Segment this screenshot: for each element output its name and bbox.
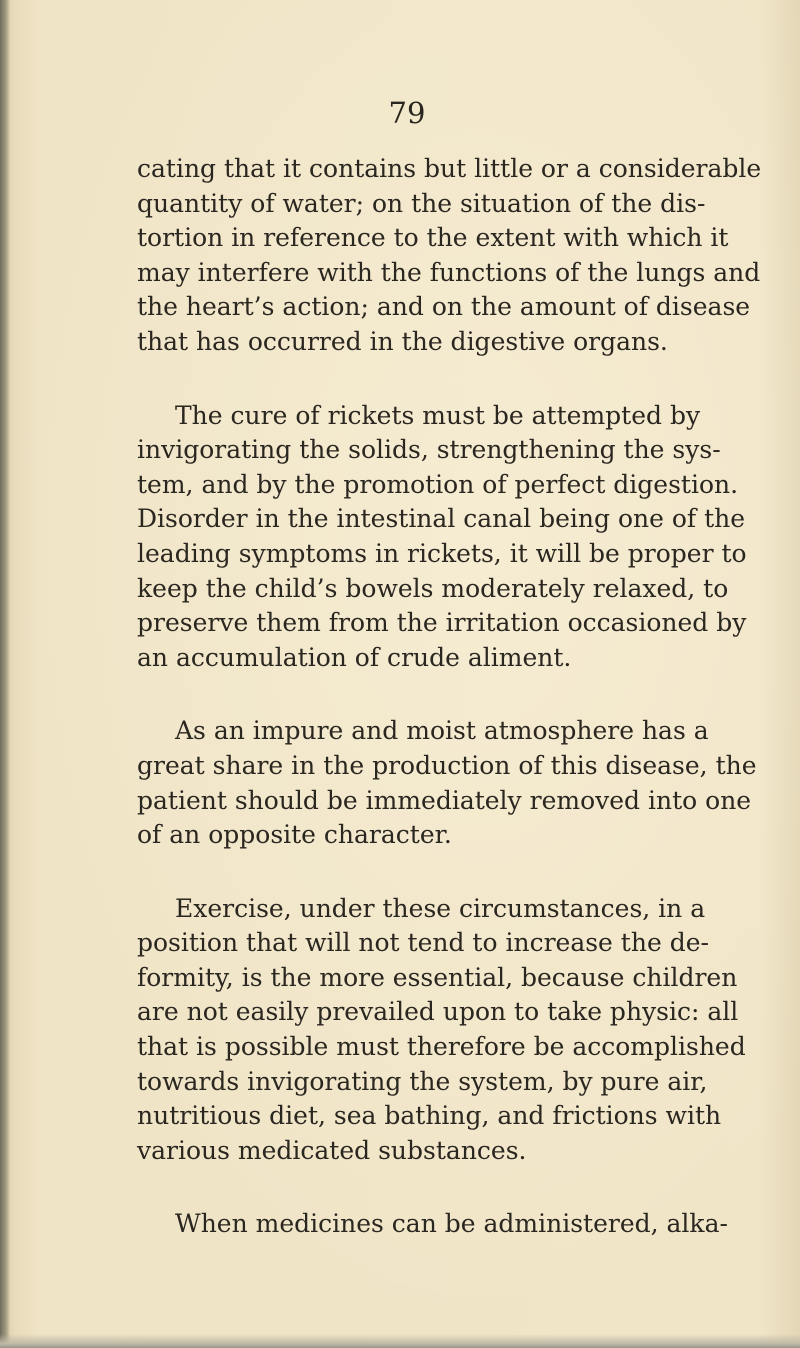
page-binding-edge: [0, 0, 10, 1348]
paragraph-2: [137, 399, 747, 676]
text-line: of an opposite character.: [137, 820, 452, 850]
text-line: position that will not tend to increase the de-: [137, 928, 709, 958]
text-line: Disorder in the intestinal canal being one of the: [137, 504, 746, 534]
text-line: are not easily prevailed upon to take physic: all: [137, 997, 739, 1027]
text-line: towards invigorating the system, by pure air,: [137, 1066, 708, 1096]
text-line: patient should be immediately removed into one: [137, 785, 752, 815]
text-line: tortion in reference to the extent with which it: [137, 223, 729, 253]
text-line: keep the child’s bowels moderately relaxed, to: [137, 573, 729, 603]
paragraph-1: [137, 152, 762, 360]
paragraph-4: [137, 892, 746, 1169]
page-bottom-edge: [0, 1334, 800, 1348]
text-line: may interfere with the functions of the lungs and: [137, 257, 761, 287]
text-line: The cure of rickets must be attempted by: [175, 400, 701, 430]
text-line: As an impure and moist atmosphere has a: [175, 716, 709, 746]
text-line: leading symptoms in rickets, it will be proper to: [137, 538, 747, 568]
text-line: great share in the production of this disease, the: [137, 750, 757, 780]
text-line: an accumulation of crude aliment.: [137, 642, 572, 672]
paragraph-5: [137, 1207, 728, 1242]
text-line: various medicated substances.: [137, 1135, 527, 1165]
text-line: preserve them from the irritation occasioned by: [137, 608, 747, 638]
text-line: formity, is the more essential, because children: [137, 962, 738, 992]
text-line: that has occurred in the digestive organs.: [137, 326, 668, 356]
text-line: nutritious diet, sea bathing, and frictions with: [137, 1101, 722, 1131]
text-line: invigorating the solids, strengthening the sys-: [137, 435, 721, 465]
page-number: 79: [388, 96, 426, 130]
text-line: the heart’s action; and on the amount of disease: [137, 292, 751, 322]
text-line: When medicines can be administered, alka-: [175, 1209, 728, 1239]
body-text: [137, 152, 762, 1281]
paragraph-3: [137, 714, 757, 852]
text-line: cating that it contains but little or a considerable: [137, 154, 762, 183]
text-line: quantity of water; on the situation of the dis-: [137, 188, 706, 218]
text-line: tem, and by the promotion of perfect digestion.: [137, 469, 739, 499]
text-line: Exercise, under these circumstances, in a: [175, 893, 706, 923]
text-line: that is possible must therefore be accomplished: [137, 1032, 746, 1062]
